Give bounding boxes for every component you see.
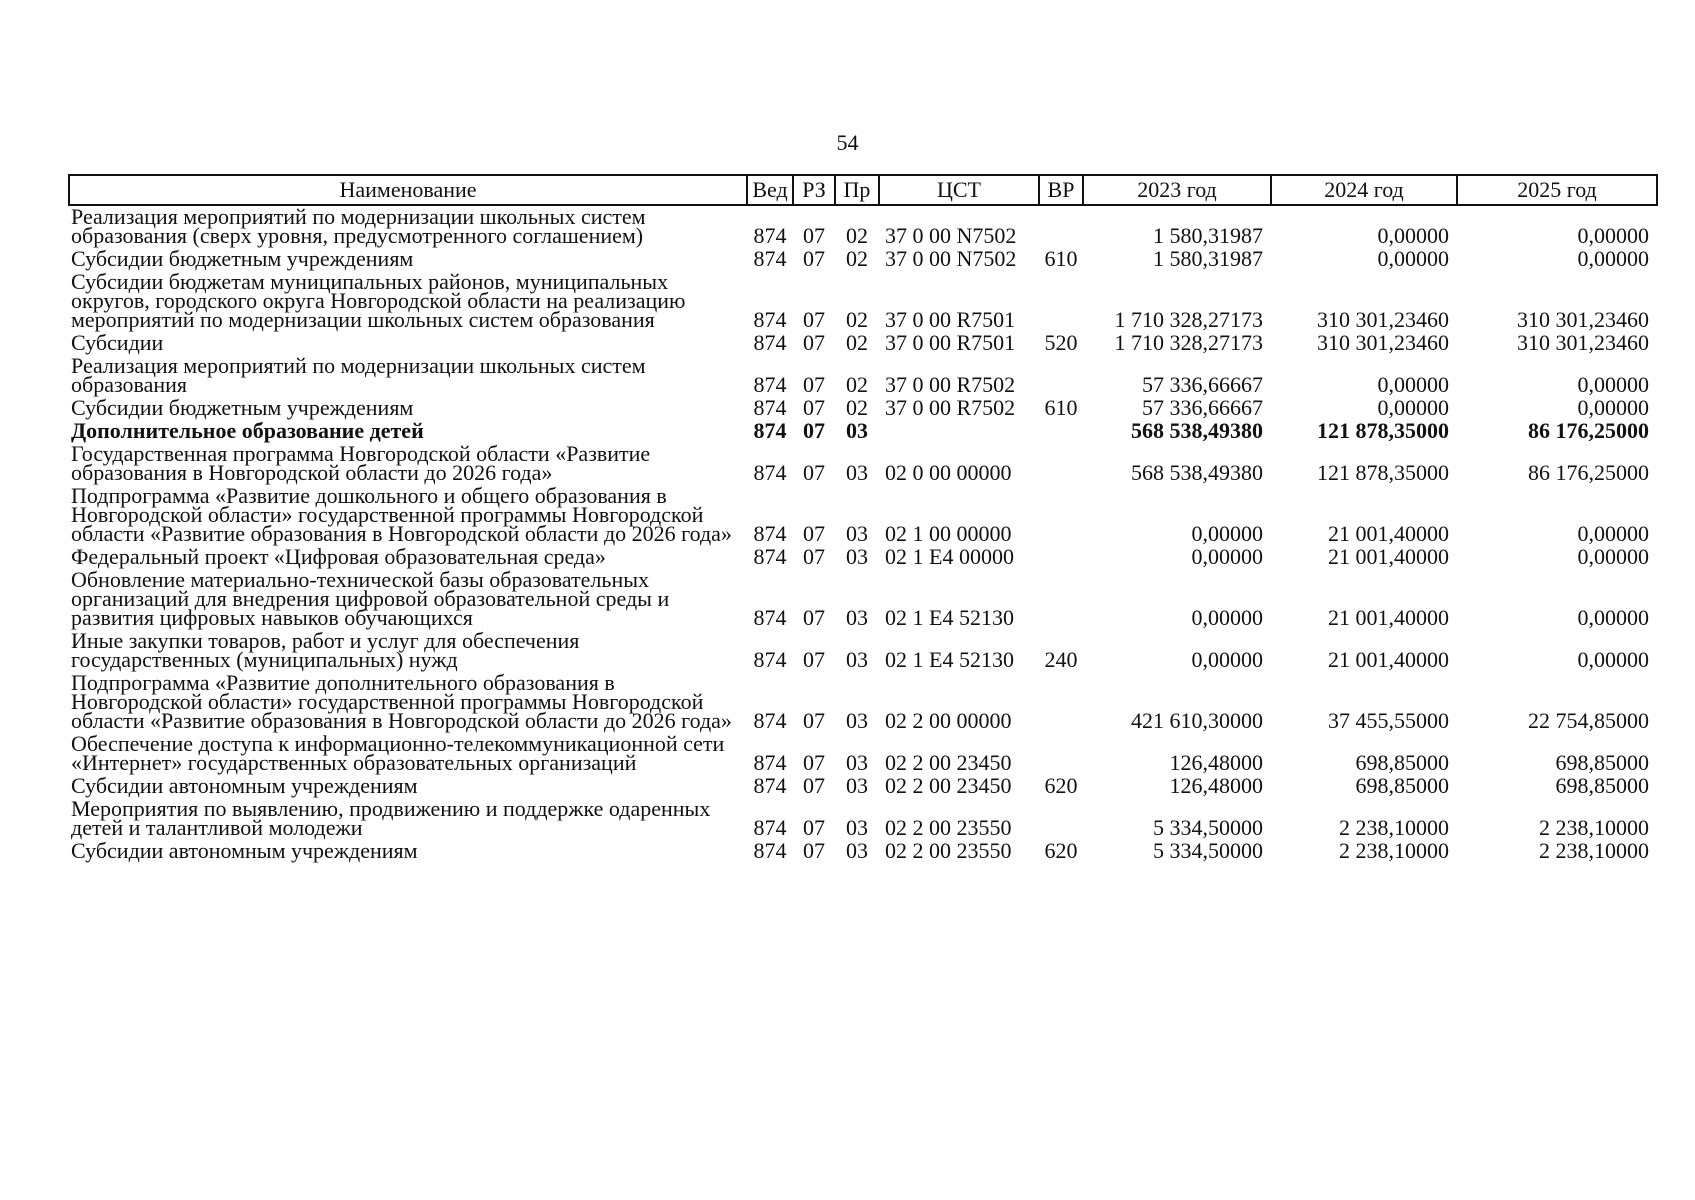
page-number: 54 xyxy=(836,130,859,155)
row-name: Федеральный проект «Цифровая образовательная среда» xyxy=(71,544,606,569)
row-2025: 22 754,85000 xyxy=(1528,708,1649,733)
header-pr: Пр xyxy=(835,175,879,205)
row-2025: 0,00000 xyxy=(1577,647,1649,672)
row-ved: 874 xyxy=(753,246,787,271)
row-pr: 03 xyxy=(846,750,868,775)
row-2024: 0,00000 xyxy=(1377,395,1449,420)
row-ved: 874 xyxy=(753,330,787,355)
row-rz: 07 xyxy=(803,307,825,332)
row-cst: 37 0 00 R7501 xyxy=(885,330,1016,355)
row-2024: 0,00000 xyxy=(1377,372,1449,397)
row-2023: 1 710 328,27173 xyxy=(1114,307,1263,332)
row-name: Субсидии xyxy=(71,330,164,355)
table-row xyxy=(69,775,1657,798)
row-2024: 2 238,10000 xyxy=(1339,815,1449,840)
row-pr: 03 xyxy=(846,605,868,630)
row-2025: 310 301,23460 xyxy=(1517,330,1649,355)
header-2023: 2023 год xyxy=(1083,175,1271,205)
header-2025: 2025 год xyxy=(1457,175,1657,205)
row-pr: 03 xyxy=(846,838,868,863)
row-ved: 874 xyxy=(753,708,787,733)
row-vr: 240 xyxy=(1044,647,1078,672)
row-2025: 0,00000 xyxy=(1577,372,1649,397)
table-row xyxy=(69,798,1657,840)
table-row xyxy=(69,420,1657,443)
row-name: Подпрограмма «Развитие дополнительного образования в Новгородской области» государственной программы Новгородской области «Развитие образования в Новгородской области до 2026 года» xyxy=(71,670,732,733)
row-pr: 03 xyxy=(846,708,868,733)
row-cst: 02 2 00 00000 xyxy=(885,708,1012,733)
row-vr xyxy=(1039,205,1083,248)
budget-table xyxy=(68,174,1658,863)
row-pr: 02 xyxy=(846,330,868,355)
row-cst: 02 1 E4 00000 xyxy=(885,544,1014,569)
table-row xyxy=(69,630,1657,672)
row-2025: 698,85000 xyxy=(1555,773,1649,798)
row-2023: 0,00000 xyxy=(1191,647,1263,672)
row-2025: 0,00000 xyxy=(1577,605,1649,630)
row-rz: 07 xyxy=(803,815,825,840)
row-rz: 07 xyxy=(803,372,825,397)
row-rz: 07 xyxy=(803,838,825,863)
row-vr xyxy=(1039,733,1083,775)
row-cst: 37 0 00 N7502 xyxy=(885,246,1017,271)
row-2024: 37 455,55000 xyxy=(1328,708,1449,733)
row-2024: 0,00000 xyxy=(1377,246,1449,271)
row-2025: 0,00000 xyxy=(1577,223,1649,248)
row-pr: 02 xyxy=(846,372,868,397)
row-pr: 03 xyxy=(846,647,868,672)
row-2025: 0,00000 xyxy=(1577,521,1649,546)
row-2024: 121 878,35000 xyxy=(1317,418,1449,443)
row-rz: 07 xyxy=(803,223,825,248)
row-vr xyxy=(1039,355,1083,397)
row-2023: 0,00000 xyxy=(1191,605,1263,630)
row-2023: 1 580,31987 xyxy=(1153,246,1263,271)
row-cst: 02 1 00 00000 xyxy=(885,521,1012,546)
header-vr: ВР xyxy=(1039,175,1083,205)
row-2025: 698,85000 xyxy=(1555,750,1649,775)
header-2024: 2024 год xyxy=(1271,175,1457,205)
row-cst: 37 0 00 R7501 xyxy=(885,307,1016,332)
row-2023: 126,48000 xyxy=(1169,750,1263,775)
row-ved: 874 xyxy=(753,773,787,798)
row-name: Мероприятия по выявлению, продвижению и поддержке одаренных детей и талантливой молодежи xyxy=(71,796,711,840)
row-vr xyxy=(1039,485,1083,546)
table-row xyxy=(69,355,1657,397)
row-cst: 02 1 E4 52130 xyxy=(885,647,1014,672)
header-ved: Вед xyxy=(747,175,793,205)
table-row xyxy=(69,485,1657,546)
row-name: Реализация мероприятий по модернизации школьных систем образования xyxy=(71,353,646,397)
row-ved: 874 xyxy=(753,395,787,420)
row-cst: 02 0 00 00000 xyxy=(885,460,1012,485)
table-row xyxy=(69,733,1657,775)
row-name: Обеспечение доступа к информационно-телекоммуникационной сети «Интернет» государственных образовательных организаций xyxy=(71,731,725,775)
row-name: Субсидии автономным учреждениям xyxy=(71,773,418,798)
row-pr: 03 xyxy=(846,773,868,798)
table-row xyxy=(69,546,1657,569)
row-vr xyxy=(1039,672,1083,733)
table-row xyxy=(69,672,1657,733)
row-vr: 520 xyxy=(1044,330,1078,355)
header-name: Наименование xyxy=(69,175,747,205)
row-vr xyxy=(1039,546,1083,569)
row-pr: 03 xyxy=(846,460,868,485)
table-row xyxy=(69,248,1657,271)
row-rz: 07 xyxy=(803,330,825,355)
row-rz: 07 xyxy=(803,246,825,271)
row-cst: 37 0 00 R7502 xyxy=(885,372,1016,397)
row-rz: 07 xyxy=(803,605,825,630)
row-2024: 2 238,10000 xyxy=(1339,838,1449,863)
row-vr: 610 xyxy=(1044,246,1078,271)
row-rz: 07 xyxy=(803,395,825,420)
row-2025: 0,00000 xyxy=(1577,395,1649,420)
row-2024: 121 878,35000 xyxy=(1317,460,1449,485)
row-cst xyxy=(879,420,1039,443)
row-pr: 02 xyxy=(846,246,868,271)
row-name: Подпрограмма «Развитие дошкольного и общего образования в Новгородской области» государственной программы Новгородской области «Развитие образования в Новгородской области до 2026 года» xyxy=(71,483,732,546)
row-ved: 874 xyxy=(753,838,787,863)
header-cst: ЦСТ xyxy=(879,175,1039,205)
row-name: Субсидии бюджетным учреждениям xyxy=(71,246,414,271)
row-2025: 310 301,23460 xyxy=(1517,307,1649,332)
row-2024: 21 001,40000 xyxy=(1328,521,1449,546)
row-vr xyxy=(1039,420,1083,443)
row-cst: 02 2 00 23550 xyxy=(885,815,1012,840)
table-row xyxy=(69,569,1657,630)
row-rz: 07 xyxy=(803,750,825,775)
row-2023: 0,00000 xyxy=(1191,544,1263,569)
row-rz: 07 xyxy=(803,647,825,672)
row-ved: 874 xyxy=(753,372,787,397)
row-cst: 02 2 00 23450 xyxy=(885,773,1012,798)
row-2025: 0,00000 xyxy=(1577,246,1649,271)
table-header xyxy=(69,175,1657,205)
row-ved: 874 xyxy=(753,647,787,672)
row-cst: 02 2 00 23450 xyxy=(885,750,1012,775)
row-ved: 874 xyxy=(753,750,787,775)
row-pr: 02 xyxy=(846,307,868,332)
row-pr: 03 xyxy=(846,815,868,840)
row-rz: 07 xyxy=(803,708,825,733)
row-2024: 21 001,40000 xyxy=(1328,605,1449,630)
row-2023: 568 538,49380 xyxy=(1131,460,1263,485)
row-vr: 610 xyxy=(1044,395,1078,420)
row-2023: 5 334,50000 xyxy=(1153,815,1263,840)
row-ved: 874 xyxy=(753,460,787,485)
row-name: Субсидии автономным учреждениям xyxy=(71,838,418,863)
table-body xyxy=(69,205,1657,863)
row-ved: 874 xyxy=(753,544,787,569)
row-2024: 21 001,40000 xyxy=(1328,544,1449,569)
row-2025: 86 176,25000 xyxy=(1528,460,1649,485)
row-ved: 874 xyxy=(753,605,787,630)
row-2023: 1 580,31987 xyxy=(1153,223,1263,248)
row-2023: 57 336,66667 xyxy=(1142,395,1263,420)
row-2023: 421 610,30000 xyxy=(1131,708,1263,733)
table-row xyxy=(69,840,1657,863)
row-ved: 874 xyxy=(753,815,787,840)
row-vr: 620 xyxy=(1044,838,1078,863)
row-2023: 0,00000 xyxy=(1191,521,1263,546)
row-rz: 07 xyxy=(803,460,825,485)
row-rz: 07 xyxy=(803,521,825,546)
row-vr xyxy=(1039,798,1083,840)
row-2023: 1 710 328,27173 xyxy=(1114,330,1263,355)
row-name: Субсидии бюджетным учреждениям xyxy=(71,395,414,420)
row-pr: 03 xyxy=(846,418,868,443)
row-2024: 698,85000 xyxy=(1355,750,1449,775)
row-name: Обновление материально-технической базы образовательных организаций для внедрения цифровой образовательной среды и развития цифровых навыков обучающихся xyxy=(71,567,670,630)
row-pr: 03 xyxy=(846,521,868,546)
row-2024: 698,85000 xyxy=(1355,773,1449,798)
table-row xyxy=(69,397,1657,420)
row-vr xyxy=(1039,271,1083,332)
row-name: Иные закупки товаров, работ и услуг для обеспечения государственных (муниципальных) нужд xyxy=(71,628,580,672)
row-2025: 86 176,25000 xyxy=(1528,418,1649,443)
row-2025: 2 238,10000 xyxy=(1539,838,1649,863)
row-vr xyxy=(1039,569,1083,630)
row-cst: 02 2 00 23550 xyxy=(885,838,1012,863)
row-pr: 03 xyxy=(846,544,868,569)
row-vr: 620 xyxy=(1044,773,1078,798)
row-ved: 874 xyxy=(753,307,787,332)
row-pr: 02 xyxy=(846,395,868,420)
row-rz: 07 xyxy=(803,418,825,443)
row-cst: 02 1 E4 52130 xyxy=(885,605,1014,630)
row-cst: 37 0 00 R7502 xyxy=(885,395,1016,420)
row-ved: 874 xyxy=(753,418,787,443)
row-2025: 0,00000 xyxy=(1577,544,1649,569)
table-row xyxy=(69,332,1657,355)
row-2023: 5 334,50000 xyxy=(1153,838,1263,863)
header-rz: РЗ xyxy=(793,175,835,205)
row-2023: 57 336,66667 xyxy=(1142,372,1263,397)
row-vr xyxy=(1039,443,1083,485)
row-2024: 0,00000 xyxy=(1377,223,1449,248)
row-name: Реализация мероприятий по модернизации школьных систем образования (сверх уровня, предусмотренного соглашением) xyxy=(71,204,646,248)
row-2023: 568 538,49380 xyxy=(1131,418,1263,443)
row-2023: 126,48000 xyxy=(1169,773,1263,798)
row-name: Субсидии бюджетам муниципальных районов, муниципальных округов, городского округа Новгородской области на реализацию мероприятий по модернизации школьных систем образования xyxy=(71,269,686,332)
row-ved: 874 xyxy=(753,223,787,248)
row-2024: 21 001,40000 xyxy=(1328,647,1449,672)
row-pr: 02 xyxy=(846,223,868,248)
table-row xyxy=(69,205,1657,248)
row-rz: 07 xyxy=(803,544,825,569)
row-2025: 2 238,10000 xyxy=(1539,815,1649,840)
row-ved: 874 xyxy=(753,521,787,546)
table-row xyxy=(69,443,1657,485)
table-row xyxy=(69,271,1657,332)
row-2024: 310 301,23460 xyxy=(1317,330,1449,355)
row-name: Государственная программа Новгородской области «Развитие образования в Новгородской области до 2026 года» xyxy=(71,441,651,485)
row-rz: 07 xyxy=(803,773,825,798)
row-2024: 310 301,23460 xyxy=(1317,307,1449,332)
row-cst: 37 0 00 N7502 xyxy=(885,223,1017,248)
row-name: Дополнительное образование детей xyxy=(71,418,424,443)
